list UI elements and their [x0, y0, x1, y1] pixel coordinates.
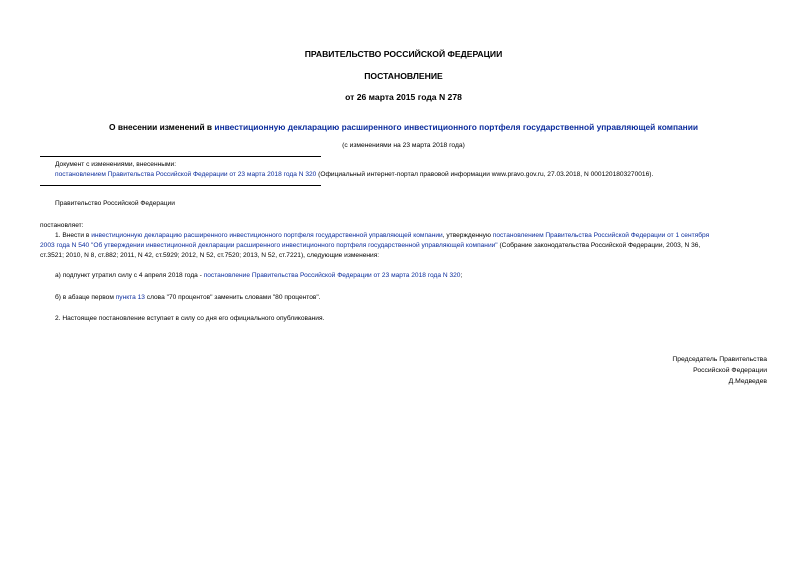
document-type-heading: ПОСТАНОВЛЕНИЕ: [364, 71, 443, 81]
changes-caption: Документ с изменениями, внесенными:: [55, 161, 177, 168]
resolution-540-link-part-2[interactable]: 2003 года N 540 "Об утверждении инвестиционной декларации расширенного инвестиционного портфеля государственной управляющей компании": [40, 242, 498, 249]
subitem-a-text: а) подпункт утратил силу с 4 апреля 2018 года -: [55, 272, 204, 279]
item-2: 2. Настоящее постановление вступает в силу со дня его официального опубликования.: [55, 315, 325, 322]
issuer-heading: ПРАВИТЕЛЬСТВО РОССИЙСКОЙ ФЕДЕРАЦИИ: [304, 49, 503, 59]
subitem-a-end: ;: [460, 272, 463, 279]
resolution-540-link-part-1[interactable]: постановлением Правительства Российской Федерации от 1 сентября: [492, 232, 710, 239]
item-1-text-b: , утвержденную: [442, 232, 493, 239]
item-1-line-1: [55, 231, 709, 241]
changes-amendment-link[interactable]: постановлением Правительства Российской Федерации от 23 марта 2018 года N 320: [55, 171, 317, 178]
item-1-text-a: 1. Внести в: [55, 232, 92, 239]
government-label: Правительство Российской Федерации: [55, 200, 175, 207]
changes-bottom-rule: [40, 185, 321, 186]
signature-block: [672, 354, 767, 387]
item-1-line-3: ст.3521; 2010, N 8, ст.882; 2011, N 42, ст.5929; 2012, N 52, ст.7520; 2013, N 52, ст.7221), следующие изменения:: [40, 252, 380, 259]
changes-top-rule: [40, 156, 321, 157]
item-1-text-c: (Собрание законодательства Российской Федерации, 2003, N 36,: [497, 242, 701, 249]
document-title: [0, 122, 807, 132]
signature-position-line-1: Председатель Правительства: [672, 356, 767, 363]
subitem-b-text-2: слова "70 процентов" заменить словами "80 процентов".: [144, 294, 321, 301]
subitem-a: [55, 271, 462, 281]
title-prefix: О внесении изменений в: [108, 122, 215, 132]
title-declaration-link[interactable]: инвестиционную декларацию расширенного инвестиционного портфеля государственной управляющей компании: [214, 122, 699, 132]
subitem-a-amendment-link[interactable]: постановление Правительства Российской Федерации от 23 марта 2018 года N 320: [203, 272, 461, 279]
declaration-link[interactable]: инвестиционную декларацию расширенного инвестиционного портфеля государственной управляющей компании: [91, 232, 443, 239]
resolves-label: постановляет:: [40, 222, 84, 229]
signature-position-line-2: Российской Федерации: [693, 367, 767, 374]
document-date-number: от 26 марта 2015 года N 278: [345, 92, 462, 102]
signature-name: Д.Медведев: [728, 378, 767, 385]
item-1-line-2: [40, 241, 700, 251]
subitem-b: [55, 293, 321, 303]
changes-reference: [55, 170, 653, 180]
point-13-link[interactable]: пункта 13: [115, 294, 145, 301]
changes-publication-info: (Официальный интернет-портал правовой информации www.pravo.gov.ru, 27.03.2018, N 0001201803270016).: [316, 171, 654, 178]
subitem-b-text-1: б) в абзаце первом: [55, 294, 116, 301]
revision-note: (с изменениями на 23 марта 2018 года): [342, 142, 465, 149]
